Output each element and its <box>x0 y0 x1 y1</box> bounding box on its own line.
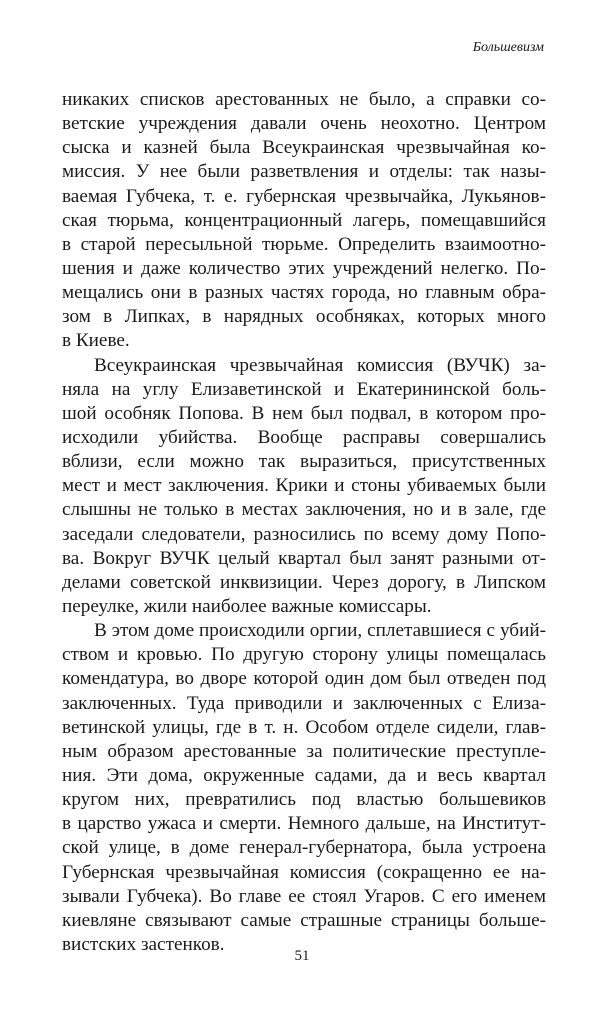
running-header: Большевизм <box>472 40 544 55</box>
text-line: ния. Эти дома, окруженные садами, да и весь квартал <box>62 764 546 786</box>
text-line: вблизи, если можно так выразиться, присутственных <box>62 451 546 473</box>
text-line: ской улице, в доме генерал-губернатора, была устроена <box>62 837 546 859</box>
text-line: делами советской инквизиции. Через дорогу, в Липском <box>62 571 546 593</box>
text-line: ветские учреждения давали очень неохотно. Центром <box>62 113 546 135</box>
text-line: переулке, жили наиболее важные комиссары. <box>62 595 432 617</box>
text-line: киевляне связывают самые страшные страницы больше- <box>62 909 546 931</box>
paragraph <box>62 354 546 620</box>
text-line: ваемая Губчека, т. е. губернская чрезвычайка, Лукьянов- <box>62 185 546 207</box>
text-line: мещались они в разных частях города, но главным обра- <box>62 282 546 304</box>
text-line: слышны не только в местах заключения, но и в зале, где <box>62 499 546 521</box>
text-line: шения и даже количество этих учреждений нелегко. По- <box>62 257 546 279</box>
text-line: зывали Губчека). Во главе ее стоял Угаров. С его именем <box>62 885 546 907</box>
text-line: ва. Вокруг ВУЧК целый квартал был занят разными от- <box>62 547 546 569</box>
text-line: зом в Липках, в нарядных особняках, которых много <box>62 306 546 328</box>
text-line: никаких списков арестованных не было, а справки со- <box>62 89 546 110</box>
text-line: миссия. У нее были разветвления и отделы: так назы- <box>62 161 546 183</box>
text-line: заседали следователи, разносились по всему дому Попо- <box>62 523 546 545</box>
page-body <box>62 88 546 957</box>
text-line: в старой пересыльной тюрьме. Определить взаимоотно- <box>62 233 546 255</box>
text-line: ством и кровью. По другую сторону улицы помещалась <box>62 644 546 666</box>
text-line: В этом доме происходили оргии, сплетавшиеся с убий- <box>94 620 546 642</box>
text-line: исходили убийства. Вообще расправы совершались <box>62 426 546 448</box>
text-line: вистских застенков. <box>62 933 225 955</box>
text-line: Всеукраинская чрезвычайная комиссия (ВУЧК) за- <box>94 354 546 376</box>
paragraph <box>62 88 546 354</box>
text-line: няла на углу Елизаветинской и Екатерининской боль- <box>62 378 546 400</box>
text-line: мест и мест заключения. Крики и стоны убиваемых были <box>62 475 546 497</box>
text-line: ным образом арестованные за политические преступле- <box>62 740 546 762</box>
text-line: комендатура, во дворе которой один дом был отведен под <box>62 668 546 690</box>
text-line: в царство ужаса и смерти. Немного дальше, на Институт- <box>62 813 546 835</box>
text-line: кругом них, превратились под властью большевиков <box>62 789 546 811</box>
text-line: в Киеве. <box>62 330 130 352</box>
text-line: ветинской улицы, где в т. н. Особом отделе сидели, глав- <box>62 716 546 738</box>
text-line: сыска и казней была Всеукраинская чрезвычайная ко- <box>62 137 546 159</box>
text-line: ская тюрьма, концентрационный лагерь, помещавшийся <box>62 209 546 231</box>
paragraph <box>62 619 546 957</box>
text-line: Губернская чрезвычайная комиссия (сокращенно ее на- <box>62 861 546 883</box>
page-number: 51 <box>294 948 310 964</box>
text-line: заключенных. Туда приводили и заключенных с Елиза- <box>62 692 546 714</box>
text-line: шой особняк Попова. В нем был подвал, в котором про- <box>62 402 546 424</box>
